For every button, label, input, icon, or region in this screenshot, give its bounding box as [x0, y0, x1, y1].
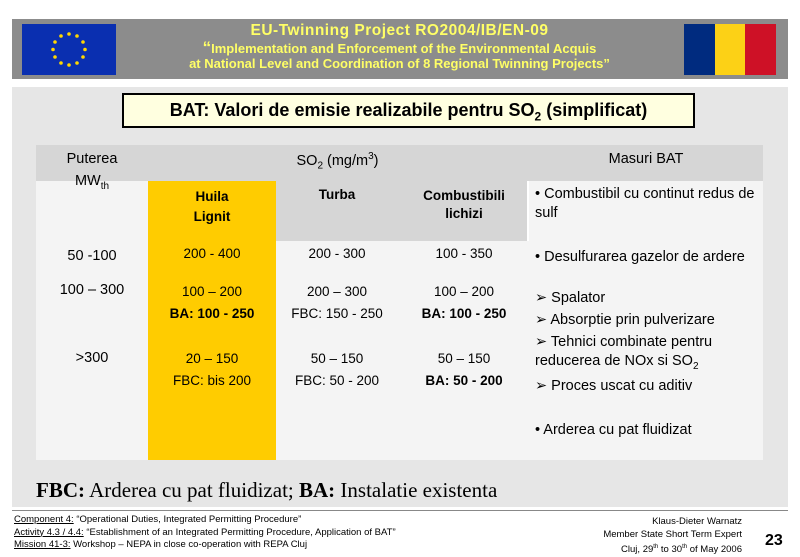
- header-banner: [12, 19, 788, 79]
- romania-flag-icon: [684, 24, 776, 75]
- column-divider: [527, 181, 529, 241]
- slide-title: BAT: Valori de emisie realizabile pentru $SO_2$ (simplificat): [122, 93, 695, 128]
- page-number: 23: [765, 532, 783, 549]
- bat-bullet-low-sulfur: • Combustibil cu continut redus de sulf: [535, 186, 755, 221]
- subheader-turba: Turba: [318, 187, 356, 202]
- footer-divider: [12, 510, 788, 511]
- subheader-combustibili: Combustibili lichizi: [423, 188, 505, 221]
- row-power-over-300: >300: [75, 350, 109, 366]
- footer-right: Klaus-Dieter Warnatz Member State Short Term Expert Cluj, 29th to 30th of May 2006: [603, 516, 742, 556]
- col-header-so2: $SO_2$ $(mg/m^3)$: [296, 151, 379, 172]
- project-title: EU-Twinning Project RO2004/IB/EN-09: [250, 22, 549, 39]
- cell-huila-r2: 100 – 200 BA: 100 - 250: [169, 284, 255, 321]
- abbreviation-legend: FBC: Arderea cu pat fluidizat; BA: Instalatie existenta: [36, 478, 498, 502]
- bat-sub-spray-absorption: ➢ Absorptie prin pulverizare: [535, 312, 715, 328]
- col-header-bat: Masuri BAT: [608, 151, 684, 167]
- footer-left: Component 4: “Operational Duties, Integrated Permitting Procedure” Activity 4.3 / 4.4: “Establishment of an Integrated Permitting Procedure, Application of BAT” Mission 41-3: Workshop – NEPA in close co-operation with REPA Cluj: [14, 514, 396, 550]
- col-header-power: Puterea $MW_{th}$: [66, 151, 118, 192]
- cell-turba-r1: 200 - 300: [308, 246, 366, 261]
- cell-comb-r1: 100 - 350: [435, 246, 493, 261]
- subheader-huila: Huila Lignit: [193, 189, 231, 224]
- row-power-100-300: 100 – 300: [59, 282, 125, 298]
- bat-sub-combined-techniques: ➢ Tehnici combinate pentru reducerea de NOx si $SO_2$: [535, 334, 713, 372]
- header-text: [122, 21, 677, 71]
- cell-huila-r1: 200 - 400: [183, 246, 241, 261]
- cell-comb-r2: 100 – 200 BA: 100 - 250: [421, 284, 507, 321]
- cell-turba-r3: 50 – 150 FBC: 50 - 200: [294, 351, 380, 388]
- cell-comb-r3: 50 – 150 BA: 50 - 200: [425, 351, 503, 388]
- bat-bullet-desulfurization: • Desulfurarea gazelor de ardere: [535, 249, 745, 265]
- cell-huila-r3: 20 – 150 FBC: bis 200: [172, 351, 252, 388]
- bat-sub-scrubber: ➢ Spalator: [535, 290, 606, 306]
- project-subtitle: “Implementation and Enforcement of the Environmental Acquis at National Level and Coordination of 8 Regional Twinning Projects”: [189, 38, 610, 71]
- row-power-50-100: 50 -100: [67, 248, 117, 264]
- bat-sub-dry-process: ➢ Proces uscat cu aditiv: [535, 378, 693, 394]
- bat-bullet-fluidized-bed: • Arderea cu pat fluidizat: [535, 422, 692, 438]
- cell-turba-r2: 200 – 300 FBC: 150 - 250: [291, 284, 383, 321]
- eu-flag-icon: [22, 24, 116, 75]
